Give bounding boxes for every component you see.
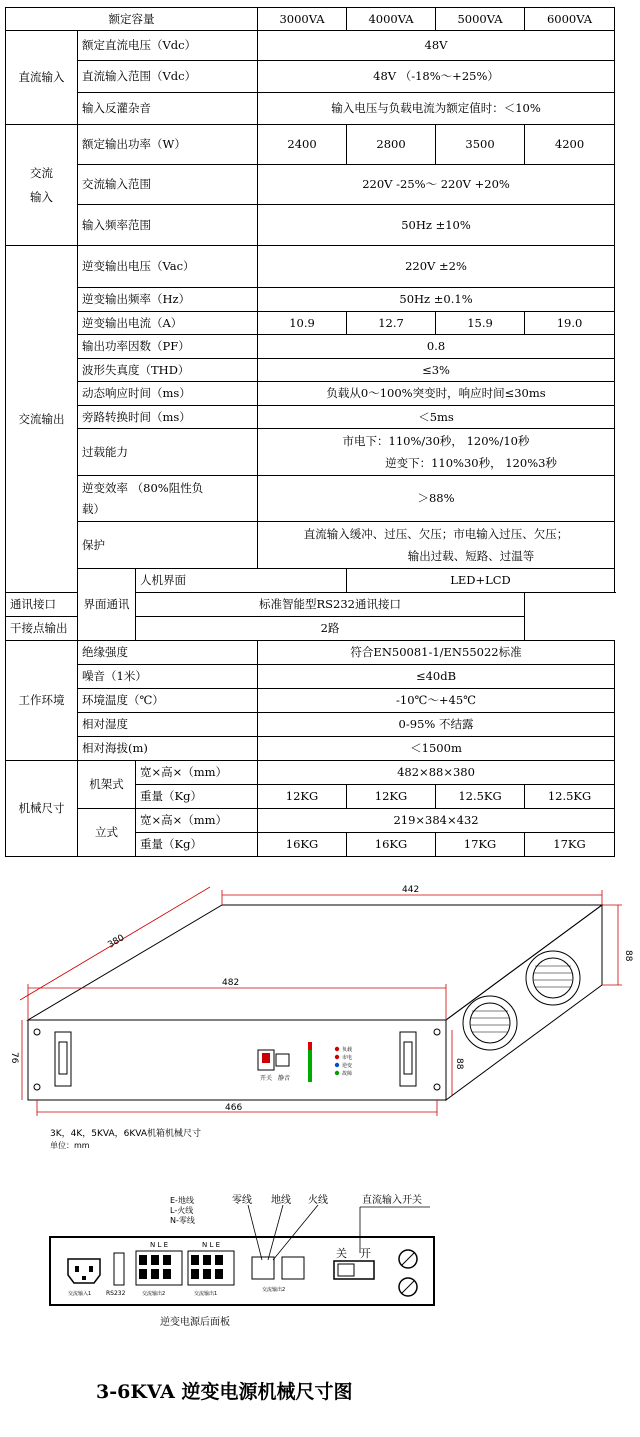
row-value: 48V （-18%～+25%）: [258, 61, 615, 93]
ac-outlet-icon: [282, 1257, 304, 1279]
level-bar-top: [308, 1042, 312, 1050]
row-label: 相对湿度: [78, 713, 258, 737]
row-label: 旁路转换时间（ms）: [78, 406, 258, 429]
row-value: 0-95% 不结露: [258, 713, 615, 737]
row-value: 48V: [258, 31, 615, 61]
dim-front-width: 482: [222, 978, 240, 988]
table-row: [6, 288, 615, 312]
led-label: 市电: [342, 1055, 353, 1061]
screw-icon: [434, 1084, 440, 1090]
table-row: [6, 165, 615, 205]
row-value: LED+LCD: [347, 569, 615, 593]
row-value: 50Hz ±10%: [258, 205, 615, 246]
led-fault-icon: [335, 1071, 339, 1075]
model-6000: 6000VA: [525, 8, 615, 31]
tower-dim-label: 宽×高×（mm）: [136, 809, 258, 833]
dim-front-height: 76: [9, 1052, 19, 1064]
row-value: 2路: [136, 617, 525, 641]
row-value: 220V -25%～ 220V +20%: [258, 165, 615, 205]
row-label: 噪音（1米）: [78, 665, 258, 689]
dim-depth: 380: [106, 933, 127, 951]
rear-panel-drawing: [0, 1185, 640, 1335]
led-label: 负载: [342, 1047, 353, 1053]
row-value: [258, 429, 615, 476]
fan-grille: [470, 1003, 510, 1043]
row-label: 额定直流电压（Vdc）: [78, 31, 258, 61]
table-row: [6, 713, 615, 737]
row-value: 15.9: [436, 312, 525, 335]
drawing1-caption: 3K，4K，5KVA，6KVA机箱机械尺寸: [50, 1129, 201, 1139]
rack-label: 机架式: [78, 761, 136, 809]
row-label: 动态响应时间（ms）: [78, 382, 258, 406]
row-value: 50Hz ±0.1%: [258, 288, 615, 312]
row-value: 10.9: [258, 312, 347, 335]
tower-label: 立式: [78, 809, 136, 857]
row-value: 输入电压与负载电流为额定值时：＜10%: [258, 93, 615, 125]
row-label: 人机界面: [136, 569, 347, 593]
port-label: 交流输出2: [142, 1291, 166, 1297]
handle-right: [400, 1032, 416, 1086]
table-row: [6, 737, 615, 761]
row-value: ≤40dB: [258, 665, 615, 689]
screw-icon: [434, 1029, 440, 1035]
table-row: [6, 641, 615, 665]
protection-line1: 直流输入缓冲、过压、欠压；市电输入过压、欠压；: [303, 527, 569, 541]
model-5000: 5000VA: [436, 8, 525, 31]
table-row: [6, 8, 615, 31]
row-value: 3500: [436, 125, 525, 165]
group-environment: 工作环境: [6, 641, 78, 761]
dim-panel-height: 88: [454, 1058, 464, 1070]
port-label: 交流输出1: [194, 1291, 218, 1297]
overload-line2: 逆变下：110%30秒， 120%3秒: [385, 456, 557, 470]
table-row: [6, 61, 615, 93]
table-row: [6, 335, 615, 359]
row-label: 保护: [78, 522, 258, 569]
rack-weight: 12.5KG: [525, 785, 615, 809]
row-label: 直流输入范围（Vdc）: [78, 61, 258, 93]
port-label: 交流输出2: [262, 1287, 286, 1293]
row-label: 波形失真度（THD）: [78, 359, 258, 382]
group-dc-input: 直流输入: [6, 31, 78, 125]
group-mechanical: 机械尺寸: [6, 761, 78, 857]
port-label: RS232: [106, 1290, 126, 1297]
terminal-letters: N L E: [202, 1241, 221, 1249]
table-row: [6, 617, 615, 641]
rack-dim-label: 宽×高×（mm）: [136, 761, 258, 785]
rs232-port-icon: [114, 1253, 124, 1285]
legend-neutral: N-零线: [170, 1216, 195, 1225]
switch-on-label: 开: [360, 1247, 371, 1260]
table-row: [6, 359, 615, 382]
group-ac-input: [6, 125, 78, 246]
row-value: 4200: [525, 125, 615, 165]
efficiency-label-1: 逆变效率 （80%阻性负: [82, 480, 204, 495]
power-switch-rocker: [262, 1053, 270, 1063]
table-row: [6, 406, 615, 429]
row-value: 2800: [347, 125, 436, 165]
row-value: ＜1500m: [258, 737, 615, 761]
table-row: [6, 125, 615, 165]
spec-table: [5, 7, 615, 857]
row-label: [78, 476, 258, 522]
row-label: 逆变输出电流（A）: [78, 312, 258, 335]
row-label: 通讯接口: [6, 593, 136, 617]
efficiency-label-2: 载）: [82, 501, 105, 516]
drawing1-units: 单位：mm: [50, 1141, 90, 1150]
row-label: 相对海拔(m): [78, 737, 258, 761]
row-label: 输入频率范围: [78, 205, 258, 246]
row-label: 输出功率因数（PF）: [78, 335, 258, 359]
front-panel: [28, 1020, 446, 1100]
side-face: [446, 905, 602, 1100]
row-value: -10℃～+45℃: [258, 689, 615, 713]
footer-title: 3-6KVA 逆变电源机械尺寸图: [96, 1381, 353, 1403]
ac-outlet-icon: [252, 1257, 274, 1279]
protection-line2: 输出过载、短路、过温等: [407, 549, 535, 563]
handle-right-grip: [404, 1042, 412, 1074]
mute-button: [276, 1054, 289, 1066]
table-row: [6, 205, 615, 246]
rack-weight: 12KG: [258, 785, 347, 809]
table-row: [6, 809, 615, 833]
row-label: 环境温度（℃）: [78, 689, 258, 713]
fan-icon: [526, 951, 580, 1005]
led-inverter-icon: [335, 1063, 339, 1067]
callout-ground: 地线: [271, 1195, 291, 1206]
led-label: 故障: [342, 1071, 353, 1077]
dc-switch-rocker: [338, 1264, 354, 1276]
row-value: [258, 522, 615, 569]
table-row: [6, 312, 615, 335]
table-row: [6, 382, 615, 406]
dim-side-height: 88: [623, 950, 633, 962]
rear-panel-caption: 逆变电源后面板: [160, 1317, 230, 1328]
handle-left-grip: [59, 1042, 67, 1074]
table-row: [6, 31, 615, 61]
rack-weight: 12.5KG: [436, 785, 525, 809]
row-label: 干接点输出: [6, 617, 136, 641]
row-label: 交流输入范围: [78, 165, 258, 205]
table-row: [6, 689, 615, 713]
row-value: 符合EN50081-1/EN55022标准: [258, 641, 615, 665]
row-label: 逆变输出电压（Vac）: [78, 246, 258, 288]
top-face: [28, 905, 602, 1020]
row-label: 绝缘强度: [78, 641, 258, 665]
rack-dim-value: 482×88×380: [258, 761, 615, 785]
group-interface: 界面通讯: [78, 569, 136, 641]
tower-dim-value: 219×384×432: [258, 809, 615, 833]
terminal-letters: N L E: [150, 1241, 169, 1249]
rack-weight: 12KG: [347, 785, 436, 809]
row-label: 逆变输出频率（Hz）: [78, 288, 258, 312]
row-value: 220V ±2%: [258, 246, 615, 288]
row-value: 12.7: [347, 312, 436, 335]
model-3000: 3000VA: [258, 8, 347, 31]
led-load-icon: [335, 1047, 339, 1051]
row-value: ＜5ms: [258, 406, 615, 429]
dim-top-width: 442: [402, 885, 420, 895]
row-value: ≤3%: [258, 359, 615, 382]
dim-bottom-width: 466: [225, 1103, 243, 1113]
led-mains-icon: [335, 1055, 339, 1059]
legend-live: L-火线: [170, 1206, 194, 1215]
overload-line1: 市电下：110%/30秒， 120%/10秒: [342, 434, 530, 448]
fan-grille: [533, 958, 573, 998]
model-4000: 4000VA: [347, 8, 436, 31]
table-row: [6, 429, 615, 476]
row-value: ＞88%: [258, 476, 615, 522]
row-value: 0.8: [258, 335, 615, 359]
table-row: [6, 522, 615, 569]
capacity-label: 额定容量: [6, 8, 258, 31]
row-label: 输入反灌杂音: [78, 93, 258, 125]
row-label: 过载能力: [78, 429, 258, 476]
port-label: 交流输入1: [68, 1291, 92, 1297]
chassis-dimension-drawing: [0, 880, 640, 1160]
switch-off-label: 关: [336, 1247, 347, 1260]
screw-icon: [34, 1029, 40, 1035]
tower-weight-label: 重量（Kg）: [136, 833, 258, 857]
table-row: [6, 761, 615, 785]
row-value: 19.0: [525, 312, 615, 335]
panel-label-switch: 开关: [260, 1075, 273, 1082]
table-row: [6, 476, 615, 522]
tower-weight: 16KG: [347, 833, 436, 857]
fan-icon: [463, 996, 517, 1050]
screw-icon: [34, 1084, 40, 1090]
row-value: 2400: [258, 125, 347, 165]
tower-weight: 17KG: [436, 833, 525, 857]
group-ac-output: 交流输出: [6, 246, 78, 593]
table-row: [6, 665, 615, 689]
callout-live: 火线: [308, 1195, 328, 1206]
group-label: 交流输入: [30, 166, 53, 204]
callout-dc-switch: 直流输入开关: [362, 1195, 422, 1206]
table-row: [6, 569, 615, 593]
panel-label-mute: 静音: [278, 1075, 291, 1082]
row-value: 标准智能型RS232通讯接口: [136, 593, 525, 617]
tower-weight: 17KG: [525, 833, 615, 857]
row-label: 额定输出功率（W）: [78, 125, 258, 165]
callout-neutral: 零线: [232, 1195, 252, 1206]
row-value: 负载从0～100%突变时，响应时间≤30ms: [258, 382, 615, 406]
legend-earth: E-地线: [170, 1196, 194, 1205]
handle-left: [55, 1032, 71, 1086]
rack-weight-label: 重量（Kg）: [136, 785, 258, 809]
table-row: [6, 246, 615, 288]
tower-weight: 16KG: [258, 833, 347, 857]
table-row: [6, 93, 615, 125]
led-label: 逆变: [342, 1063, 353, 1069]
